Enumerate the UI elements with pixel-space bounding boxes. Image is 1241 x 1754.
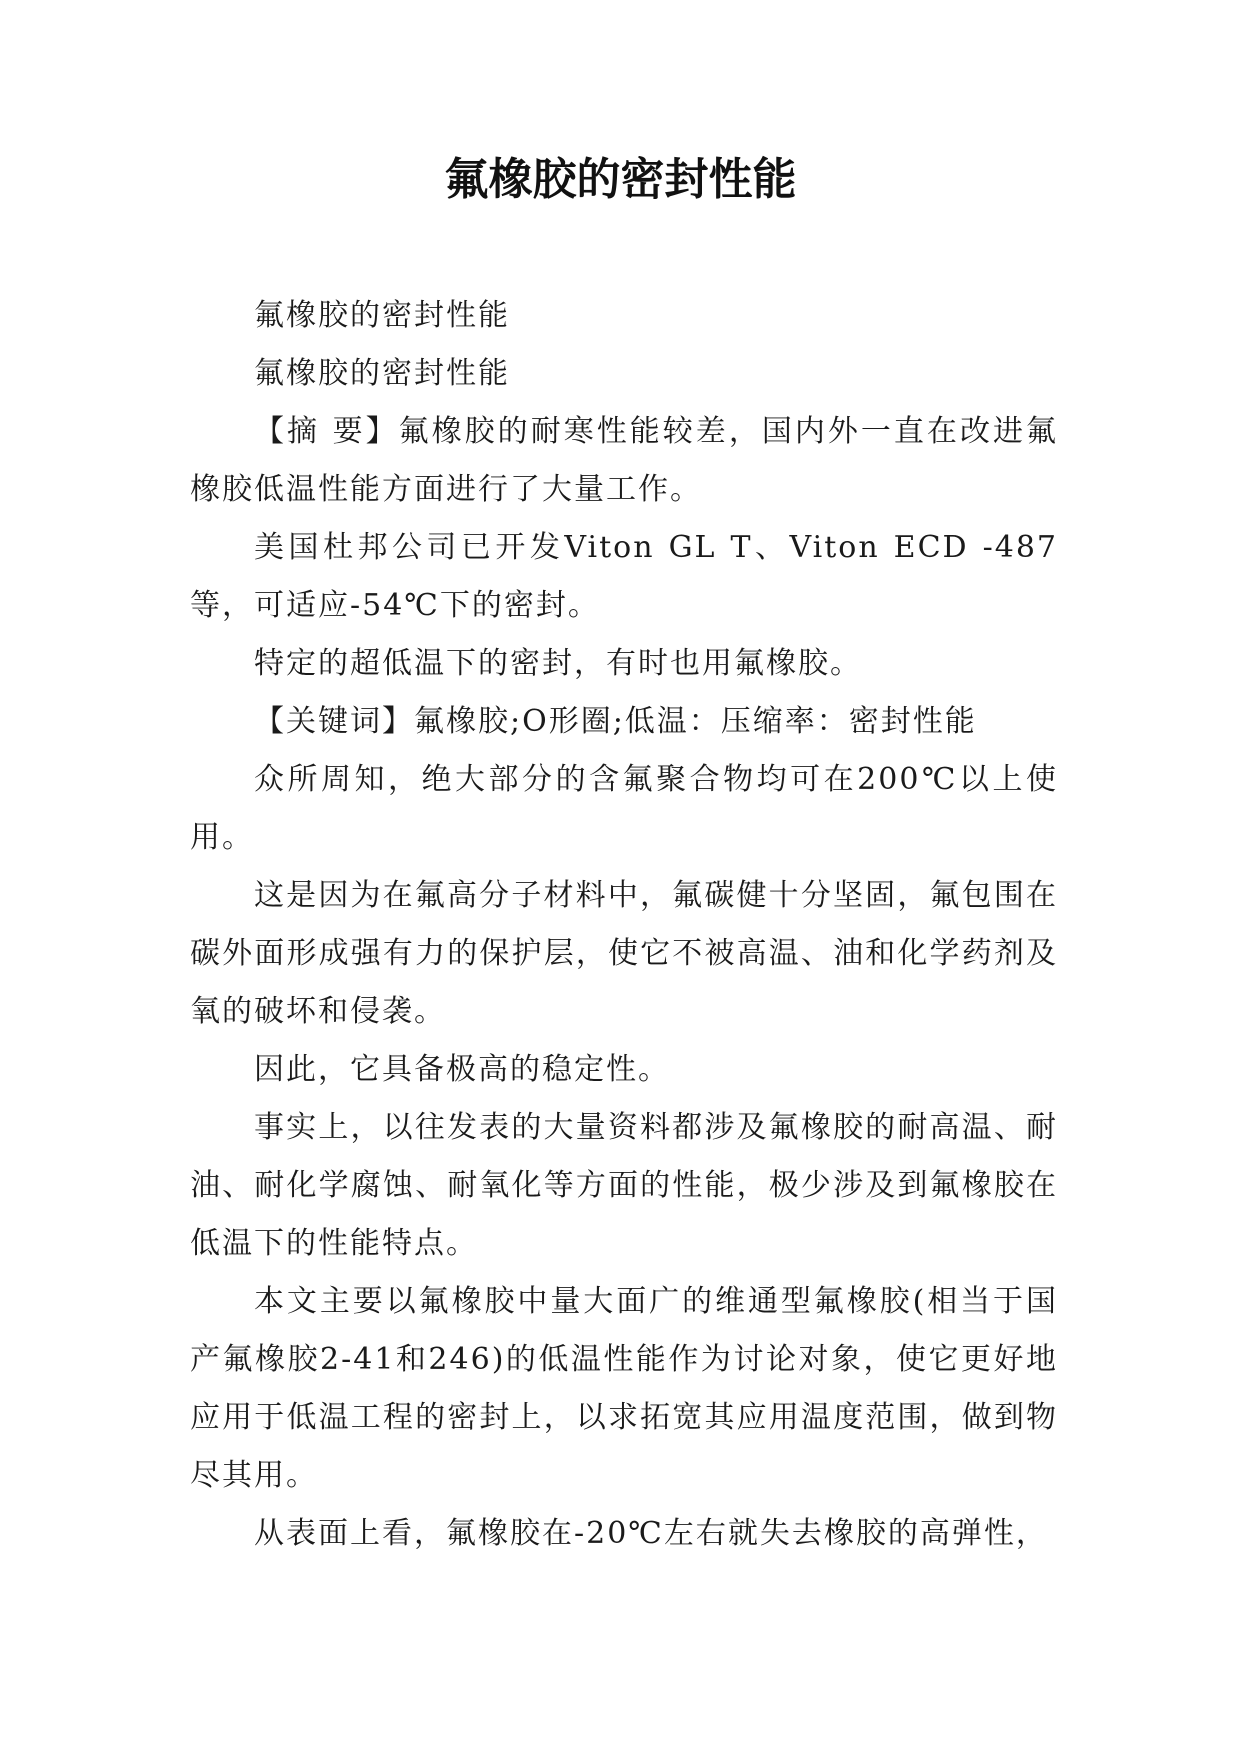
abstract-paragraph: 【摘 要】氟橡胶的耐寒性能较差，国内外一直在改进氟橡胶低温性能方面进行了大量工作。 <box>190 414 1058 507</box>
paragraph: 氟橡胶的密封性能 <box>254 298 510 333</box>
paragraph: 这是因为在氟高分子材料中，氟碳健十分坚固，氟包围在碳外面形成强有力的保护层，使它不被高温、油和化学药剂及氧的破坏和侵袭。 <box>190 878 1058 1029</box>
paragraph: 众所周知，绝大部分的含氟聚合物均可在200℃以上使用。 <box>190 762 1058 855</box>
document-body <box>190 287 1058 1563</box>
paragraph: 因此，它具备极高的稳定性。 <box>254 1052 670 1087</box>
paragraph: 本文主要以氟橡胶中量大面广的维通型氟橡胶(相当于国产氟橡胶2-41和246)的低温性能作为讨论对象，使它更好地应用于低温工程的密封上，以求拓宽其应用温度范围，做到物尽其用。 <box>190 1284 1058 1493</box>
paragraph: 氟橡胶的密封性能 <box>254 356 510 391</box>
keywords-paragraph: 【关键词】氟橡胶;O形圈;低温：压缩率：密封性能 <box>254 704 977 739</box>
paragraph: 美国杜邦公司已开发Viton GL T、Viton ECD -487等，可适应-54℃下的密封。 <box>190 530 1058 623</box>
paragraph: 事实上，以往发表的大量资料都涉及氟橡胶的耐高温、耐油、耐化学腐蚀、耐氧化等方面的性能，极少涉及到氟橡胶在低温下的性能特点。 <box>190 1110 1058 1261</box>
paragraph: 特定的超低温下的密封，有时也用氟橡胶。 <box>254 646 862 681</box>
paragraph: 从表面上看，氟橡胶在-20℃左右就失去橡胶的高弹性， <box>254 1516 1048 1551</box>
document-title: 氟橡胶的密封性能 <box>444 154 797 205</box>
